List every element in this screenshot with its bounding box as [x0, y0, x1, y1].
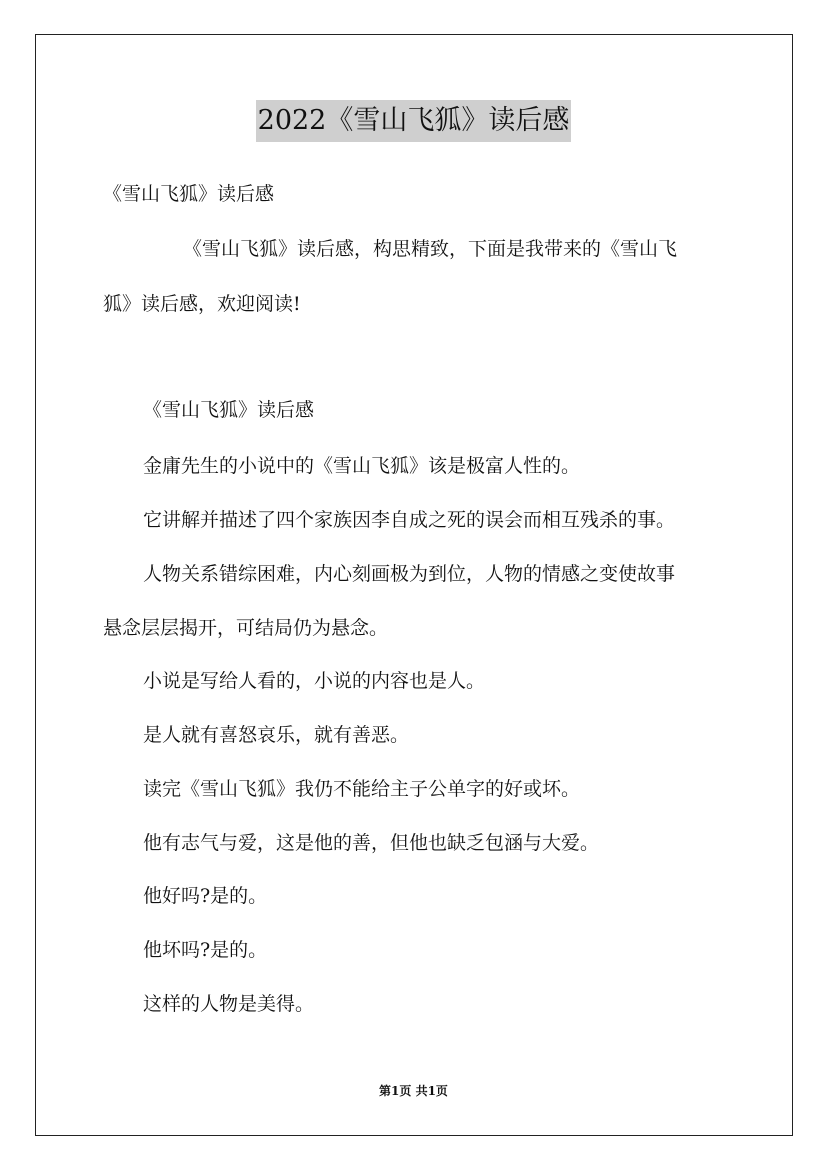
page-number [0, 1083, 827, 1099]
paragraph-line: 他有志气与爱，这是他的善，但他也缺乏包涵与大爱。 [143, 832, 600, 854]
title-container [0, 100, 827, 142]
paragraph-line: 是人就有喜怒哀乐，就有善恶。 [143, 724, 410, 746]
paragraph-line: 读完《雪山飞狐》我仍不能给主子公单字的好或坏。 [143, 778, 581, 800]
paragraph-line: 小说是写给人看的，小说的内容也是人。 [143, 670, 486, 692]
paragraph-heading: 《雪山飞狐》读后感 [143, 399, 315, 421]
document-title: 2022《雪山飞狐》读后感 [256, 100, 572, 142]
subtitle: 《雪山飞狐》读后感 [103, 183, 275, 205]
paragraph-line: 他好吗?是的。 [143, 885, 268, 907]
intro-line-2: 狐》读后感，欢迎阅读! [103, 293, 301, 315]
intro-line-1: 《雪山飞狐》读后感，构思精致，下面是我带来的《雪山飞 [183, 238, 678, 260]
page-number-label: 第1页 共1页 [379, 1084, 448, 1098]
paragraph-line: 悬念层层揭开，可结局仍为悬念。 [103, 617, 389, 639]
paragraph-line: 这样的人物是美得。 [143, 993, 315, 1015]
paragraph-line: 金庸先生的小说中的《雪山飞狐》该是极富人性的。 [143, 455, 581, 477]
paragraph-line: 人物关系错综困难，内心刻画极为到位，人物的情感之变使故事 [143, 563, 676, 585]
paragraph-line: 他坏吗?是的。 [143, 939, 268, 961]
paragraph-line: 它讲解并描述了四个家族因李自成之死的误会而相互残杀的事。 [143, 509, 676, 531]
